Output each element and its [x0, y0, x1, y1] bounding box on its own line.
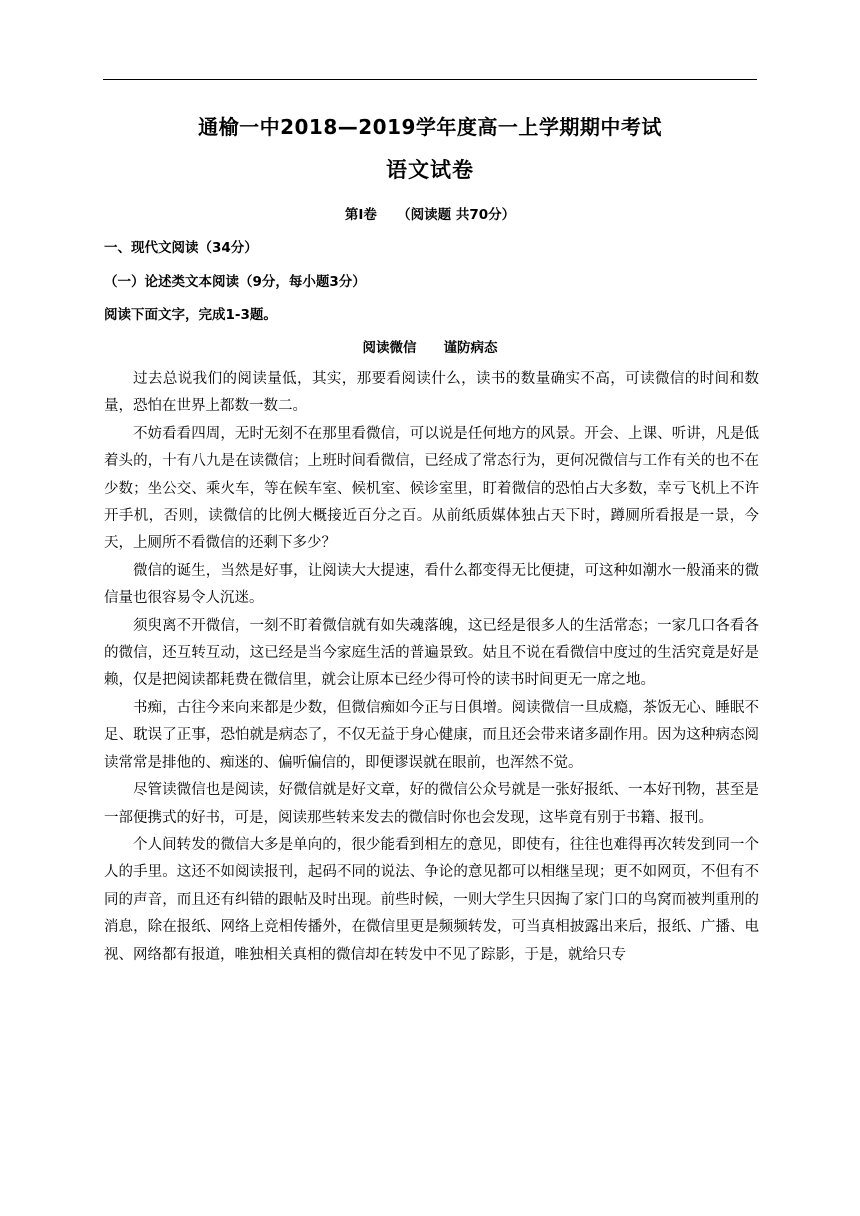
paragraph: 尽管读微信也是阅读，好微信就是好文章，好的微信公众号就是一张好报纸、一本好刊物，甚至是一部便携式的好书，可是，阅读那些转来发去的微信时你也会发现，这毕竟有别于书籍、报刊。 [104, 782, 759, 826]
subsection-heading: （一）论述类文本阅读（9分，每小题3分） [104, 274, 366, 290]
paragraph: 过去总说我们的阅读量低，其实，那要看阅读什么，读书的数量确实不高，可读微信的时间和数量，恐怕在世界上都数一数二。 [104, 371, 759, 415]
volume-heading: 第Ⅰ卷 （阅读题 共70分） [344, 207, 516, 223]
exam-title: 通榆一中2018—2019学年度高一上学期期中考试 [198, 115, 662, 139]
passage-title: 阅读微信 谨防病态 [362, 340, 498, 356]
passage-body [104, 366, 759, 969]
paragraph: 书痴，古往今来向来都是少数，但微信痴如今正与日俱增。阅读微信一旦成瘾，茶饭无心、睡眠不足、耽误了正事，恐怕就是病态了，不仅无益于身心健康，而且还会带来诸多副作用。因为这种病态阅读常常是排他的、痴迷的、偏听偏信的，即便谬误就在眼前，也浑然不觉。 [104, 699, 759, 771]
paragraph: 微信的诞生，当然是好事，让阅读大大提速，看什么都变得无比便捷，可这种如潮水一般涌来的微信量也很容易令人沉迷。 [104, 562, 759, 607]
paragraph: 须臾离不开微信，一刻不盯着微信就有如失魂落魄，这已经是很多人的生活常态；一家几口各看各的微信，还互转互动，这已经是当今家庭生活的普遍景致。姑且不说在看微信中度过的生活究竟是好是赖，仅是把阅读都耗费在微信里，就会让原本已经少得可怜的读书时间更无一席之地。 [104, 617, 759, 689]
section-heading: 一、现代文阅读（34分） [104, 240, 258, 256]
exam-subtitle: 语文试卷 [386, 158, 474, 182]
header-rule [103, 79, 757, 80]
paragraph: 不妨看看四周，无时无刻不在那里看微信，可以说是任何地方的风景。开会、上课、听讲，凡是低着头的，十有八九是在读微信；上班时间看微信，已经成了常态行为，更何况微信与工作有关的也不在少数；坐公交、乘火车，等在候车室、候机室、候诊室里，盯着微信的恐怕占大多数，幸亏飞机上不许开手机，否则，读微信的比例大概接近百分之百。从前纸质媒体独占天下时，蹲厕所看报是一景，今天，上厕所不看微信的还剩下多少？ [104, 425, 759, 552]
instruction-text: 阅读下面文字，完成1-3题。 [104, 307, 277, 323]
paragraph: 个人间转发的微信大多是单向的，很少能看到相左的意见，即使有，往往也难得再次转发到同一个人的手里。这还不如阅读报刊，起码不同的说法、争论的意见都可以相继呈现；更不如网页，不但有不同的声音，而且还有纠错的跟帖及时出现。前些时候，一则大学生只因掏了家门口的鸟窝而被判重刑的消息，除在报纸、网络上竞相传播外，在微信里更是频频转发，可当真相披露出来后，报纸、广播、电视、网络都有报道，唯独相关真相的微信却在转发中不见了踪影，于是，就给只专 [104, 836, 759, 963]
